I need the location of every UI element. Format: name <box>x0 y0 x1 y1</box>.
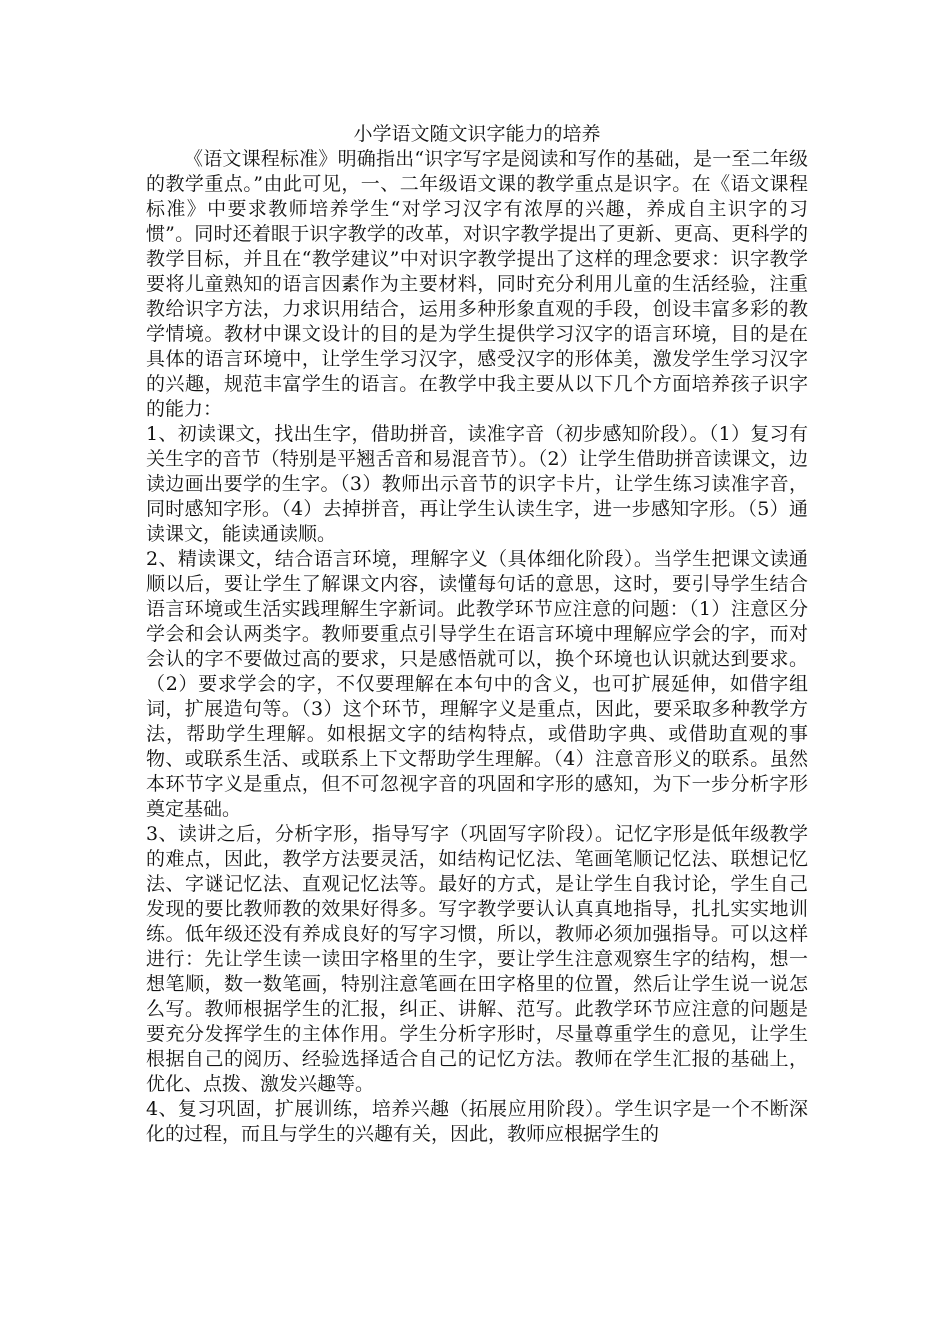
paragraph-step-4: 4、复习巩固，扩展训练，培养兴趣（拓展应用阶段）。学生识字是一个不断深化的过程，而且与学生的兴趣有关，因此，教师应根据学生的 <box>146 1098 808 1145</box>
document-title: 小学语文随文识字能力的培养 <box>353 123 601 145</box>
document-body <box>146 122 808 1147</box>
paragraph-intro: 《语文课程标准》明确指出“识字写字是阅读和写作的基础，是一至二年级的教学重点。”由此可见，一、二年级语文课的教学重点是识字。在《语文课程标准》中要求教师培养学生“对学习汉字有浓厚的兴趣，养成自主识字的习惯”。同时还着眼于识字教学的改革，对识字教学提出了更新、更高、更科学的教学目标，并且在“教学建议”中对识字教学提出了这样的理念要求：识字教学要将儿童熟知的语言因素作为主要材料，同时充分利用儿童的生活经验，注重教给识字方法，力求识用结合，运用多种形象直观的手段，创设丰富多彩的教学情境。教材中课文设计的目的是为学生提供学习汉字的语言环境，目的是在具体的语言环境中，让学生学习汉字，感受汉字的形体美，激发学生学习汉字的兴趣，规范丰富学生的语言。在教学中我主要从以下几个方面培养孩子识字的能力： <box>146 148 808 420</box>
paragraph-step-3: 3、读讲之后，分析字形，指导写字（巩固写字阶段）。记忆字形是低年级教学的难点，因此，教学方法要灵活，如结构记忆法、笔画笔顺记忆法、联想记忆法、字谜记忆法、直观记忆法等。最好的方式，是让学生自我讨论，学生自己发现的要比教师教的效果好得多。写字教学要认认真真地指导，扎扎实实地训练。低年级还没有养成良好的写字习惯，所以，教师必须加强指导。可以这样进行：先让学生读一读田字格里的生字，要让学生注意观察生字的结构，想一想笔顺，数一数笔画，特别注意笔画在田字格里的位置，然后让学生说一说怎么写。教师根据学生的汇报，纠正、讲解、范写。此教学环节应注意的问题是要充分发挥学生的主体作用。学生分析字形时，尽量尊重学生的意见，让学生根据自己的阅历、经验选择适合自己的记忆方法。教师在学生汇报的基础上，优化、点拨、激发兴趣等。 <box>146 823 808 1095</box>
paragraph-step-1: 1、初读课文，找出生字，借助拼音，读准字音（初步感知阶段）。（1）复习有关生字的音节（特别是平翘舌音和易混音节）。（2）让学生借助拼音读课文，边读边画出要学的生字。（3）教师出示音节的识字卡片，让学生练习读准字音，同时感知字形。（4）去掉拼音，再让学生认读生字，进一步感知字形。（5）通读课文，能读通读顺。 <box>146 423 808 545</box>
paragraph-step-2: 2、精读课文，结合语言环境，理解字义（具体细化阶段）。当学生把课文读通顺以后，要让学生了解课文内容，读懂每句话的意思，这时，要引导学生结合语言环境或生活实践理解生字新词。此教学环节应注意的问题：（1）注意区分学会和会认两类字。教师要重点引导学生在语言环境中理解应学会的字，而对会认的字不要做过高的要求，只是感悟就可以，换个环境也认识就达到要求。（2）要求学会的字，不仅要理解在本句中的含义，也可扩展延伸，如借字组词，扩展造句等。（3）这个环节，理解字义是重点，因此，要采取多种教学方法，帮助学生理解。如根据文字的结构特点，或借助字典、或借助直观的事物、或联系生活、或联系上下文帮助学生理解。（4）注意音形义的联系。虽然本环节字义是重点，但不可忽视字音的巩固和字形的感知，为下一步分析字形奠定基础。 <box>146 548 808 820</box>
